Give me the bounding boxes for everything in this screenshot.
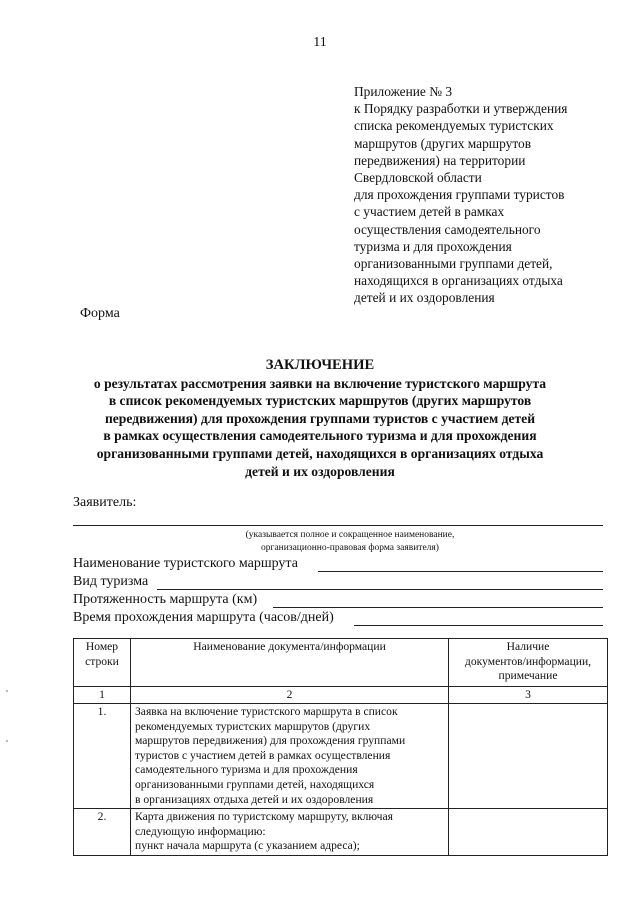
table-row	[74, 704, 608, 809]
cell-line: Заявка на включение туристского маршрута в список	[135, 705, 398, 718]
appendix-line: осуществления самодеятельного	[354, 221, 541, 237]
form-label: Форма	[80, 306, 120, 321]
applicant-hint-line: организационно-правовая форма заявителя)	[261, 543, 439, 553]
tourism-type-line[interactable]	[157, 589, 603, 590]
tourism-type-label: Вид туризма	[73, 574, 149, 589]
cell-line: в организациях отдыха детей и их оздоровления	[135, 792, 374, 806]
appendix-line: списка рекомендуемых туристских	[354, 118, 554, 134]
row-number: 1.	[74, 704, 131, 809]
cell-line: организованными группами детей, находящихся	[135, 777, 375, 791]
route-length-label: Протяженность маршрута (км)	[73, 592, 258, 607]
cell-line: следующую информацию:	[135, 824, 266, 838]
applicant-line[interactable]	[73, 525, 603, 526]
column-number: 1	[74, 687, 131, 704]
header-text: примечание	[498, 669, 558, 683]
applicant-label: Заявитель:	[73, 495, 137, 510]
appendix-line: туризма и для прохождения	[354, 238, 512, 254]
appendix-line: находящихся в организациях отдыха	[354, 273, 563, 289]
documents-table	[73, 638, 608, 856]
table-header-row	[74, 639, 608, 687]
route-time-label: Время прохождения маршрута (часов/дней)	[73, 610, 334, 625]
route-name-line[interactable]	[318, 571, 603, 572]
header-text: Номер	[85, 640, 119, 653]
title-line: организованными группами детей, находящихся в организациях отдыха	[96, 445, 544, 461]
scan-mark	[6, 690, 8, 692]
column-number: 3	[449, 687, 608, 704]
appendix-line: передвижения) на территории	[354, 152, 526, 168]
column-number: 2	[131, 687, 449, 704]
applicant-hint-line: (указывается полное и сокращенное наименование,	[245, 530, 455, 540]
row-number: 2.	[74, 809, 131, 856]
header-text: Наличие	[506, 640, 550, 653]
scan-mark	[6, 740, 8, 742]
table-row	[74, 809, 608, 856]
appendix-line: для прохождения группами туристов	[354, 187, 565, 203]
row-document-name	[131, 704, 449, 809]
title-main: ЗАКЛЮЧЕНИЕ	[265, 357, 375, 373]
cell-line: маршрутов передвижения) для прохождения группами	[135, 734, 406, 748]
cell-line: рекомендуемых туристских маршрутов (других	[135, 719, 371, 733]
appendix-block	[354, 83, 624, 307]
applicant-hint	[150, 529, 550, 555]
document-title	[0, 357, 640, 480]
cell-line: пункт начала маршрута (с указанием адреса);	[135, 839, 360, 853]
column-numbers-row	[74, 687, 608, 704]
header-document-name: Наименование документа/информации	[131, 639, 449, 687]
title-line: в рамках осуществления самодеятельного туризма и для прохождения	[103, 428, 537, 444]
page-number: 11	[313, 35, 327, 50]
appendix-line: с участием детей в рамках	[354, 204, 505, 220]
row-document-name	[131, 809, 449, 856]
route-length-line[interactable]	[273, 607, 603, 608]
appendix-line: к Порядку разработки и утверждения	[354, 101, 568, 117]
appendix-line: детей и их оздоровления	[354, 290, 495, 306]
route-time-line[interactable]	[354, 625, 603, 626]
header-text: строки	[85, 654, 119, 668]
cell-line: Карта движения по туристскому маршруту, включая	[135, 810, 393, 824]
appendix-line: организованными группами детей,	[354, 256, 553, 272]
title-line: детей и их оздоровления	[245, 463, 395, 479]
cell-line: туристов с участием детей в рамках осуществления	[135, 748, 391, 762]
row-note-cell[interactable]	[449, 809, 608, 856]
appendix-line: Свердловской области	[354, 170, 482, 186]
title-line: в список рекомендуемых туристских маршрутов (других маршрутов	[108, 393, 532, 409]
appendix-line: Приложение № 3	[354, 84, 453, 99]
title-line: о результатах рассмотрения заявки на включение туристского маршрута	[93, 375, 547, 391]
cell-line: самодеятельного туризма и для прохождения	[135, 763, 358, 777]
title-line: передвижения) для прохождения группами туристов с участием детей	[104, 410, 536, 426]
header-availability	[449, 639, 608, 687]
row-note-cell[interactable]	[449, 704, 608, 809]
header-text: документов/информации,	[464, 654, 592, 668]
route-name-label: Наименование туристского маршрута	[73, 556, 298, 571]
appendix-line: маршрутов (других маршрутов	[354, 135, 532, 151]
header-row-number	[74, 639, 131, 687]
